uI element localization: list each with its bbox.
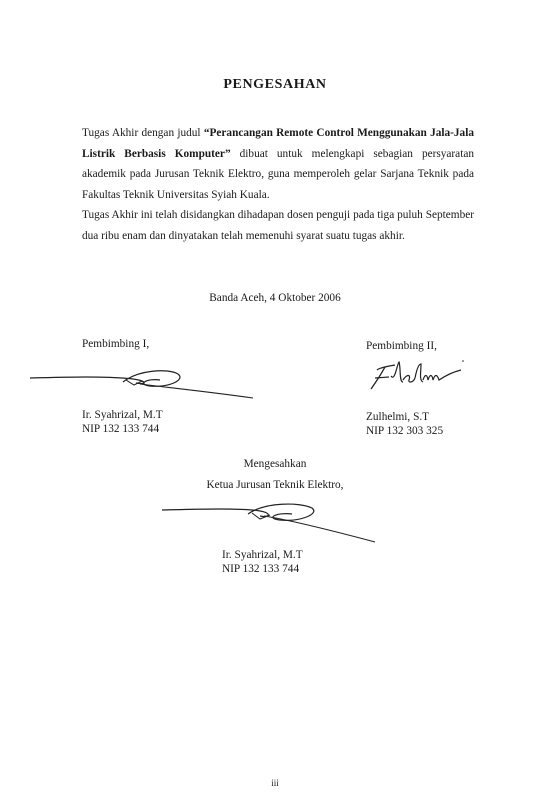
head-of-department-signature: [160, 496, 380, 546]
supervisor-1-label: Pembimbing I,: [82, 338, 150, 350]
supervisor-1-name: Ir. Syahrizal, M.T: [82, 409, 163, 421]
supervisor-2-label: Pembimbing II,: [366, 340, 437, 352]
page-number: iii: [271, 778, 279, 788]
approval-position: Ketua Jurusan Teknik Elektro,: [206, 479, 344, 491]
supervisor-1-nip: NIP 132 133 744: [82, 423, 160, 435]
paragraph-1-intro: Tugas Akhir dengan judul: [82, 127, 204, 139]
supervisor-2-nip: NIP 132 303 325: [366, 425, 444, 437]
thesis-title: “Perancangan Remote Control Menggunakan Jala-Jala Listrik Berbasis Komputer”: [82, 127, 474, 160]
page-title: PENGESAHAN: [223, 77, 327, 92]
supervisor-2-signature: [365, 356, 475, 396]
paragraph-1-rest: dibuat untuk melengkapi sebagian persyaratan akademik pada Jurusan Teknik Elektro, guna memperoleh gelar Sarjana Teknik pada Fakultas Teknik Universitas Syiah Kuala.: [82, 147, 474, 201]
supervisor-2-name: Zulhelmi, S.T: [366, 411, 430, 423]
approval-label: Mengesahkan: [243, 458, 307, 470]
paragraph-2: Tugas Akhir ini telah disidangkan dihadapan dosen penguji pada tiga puluh September dua ribu enam dan dinyatakan telah memenuhi syarat suatu tugas akhir.: [82, 209, 474, 242]
head-of-department-name: Ir. Syahrizal, M.T: [222, 549, 303, 561]
place-date: Banda Aceh, 4 Oktober 2006: [209, 292, 341, 304]
paragraph-1: [82, 123, 474, 205]
head-of-department-nip: NIP 132 133 744: [222, 563, 300, 575]
supervisor-1-signature: [28, 360, 258, 405]
